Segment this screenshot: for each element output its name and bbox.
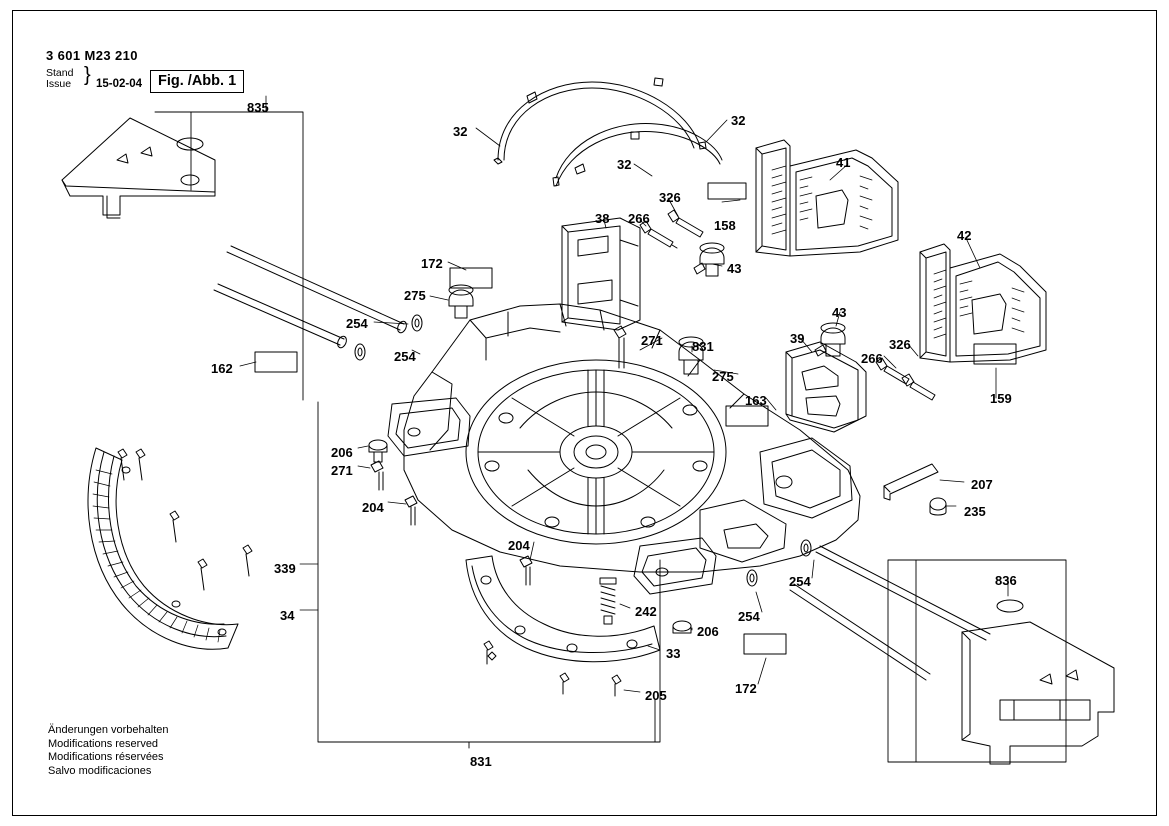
callout-39: 39 [790,331,805,346]
callout-326b: 326 [889,337,911,352]
callout-339: 339 [274,561,296,576]
callout-158: 158 [714,218,736,233]
callout-275b: 275 [712,369,734,384]
callout-162: 162 [211,361,233,376]
callout-254d: 254 [738,609,760,624]
footer-line-de: Änderungen vorbehalten [48,724,169,736]
footer-line-en: Modifications reserved [48,737,159,750]
callout-32b: 32 [731,113,746,128]
callout-38: 38 [595,211,610,226]
callout-271a: 271 [641,333,663,348]
callout-204b: 204 [508,538,530,553]
callout-831a: 831 [692,339,714,354]
callout-254c: 254 [789,574,811,589]
callout-159: 159 [990,391,1012,406]
callout-206b: 206 [697,624,719,639]
callout-207: 207 [971,477,993,492]
footer-line-es: Salvo modificaciones [48,764,152,777]
callout-835: 835 [247,100,269,115]
callout-41: 41 [836,155,851,170]
footer-line-fr: Modifications réservées [48,751,164,763]
figure-label: Fig. /Abb. 1 [150,70,244,93]
callout-254a: 254 [346,316,368,331]
callout-266b: 266 [861,351,883,366]
callout-235: 235 [964,504,986,519]
callout-206a: 206 [331,445,353,460]
callout-275a: 275 [404,288,426,303]
callout-836: 836 [995,573,1017,588]
callout-43b: 43 [832,305,847,320]
brace-glyph: } [84,64,91,86]
issue-date: 15-02-04 [96,78,143,90]
callout-172a: 172 [421,256,443,271]
callout-172b: 172 [735,681,757,696]
callout-266a: 266 [628,211,650,226]
callout-33: 33 [666,646,681,661]
callout-204a: 204 [362,500,384,515]
callout-831b: 831 [470,754,492,769]
callout-271b: 271 [331,463,353,478]
callout-32a: 32 [453,124,468,139]
part-number: 3 601 M23 210 [46,48,138,63]
issue-label: Issue [46,78,72,90]
stand-label: Stand [46,67,74,79]
callout-32c: 32 [617,157,632,172]
callout-42: 42 [957,228,972,243]
callout-163: 163 [745,393,767,408]
callout-43a: 43 [727,261,742,276]
callout-34: 34 [280,608,295,623]
callout-254b: 254 [394,349,416,364]
callout-205: 205 [645,688,667,703]
callout-242: 242 [635,604,657,619]
callout-326a: 326 [659,190,681,205]
